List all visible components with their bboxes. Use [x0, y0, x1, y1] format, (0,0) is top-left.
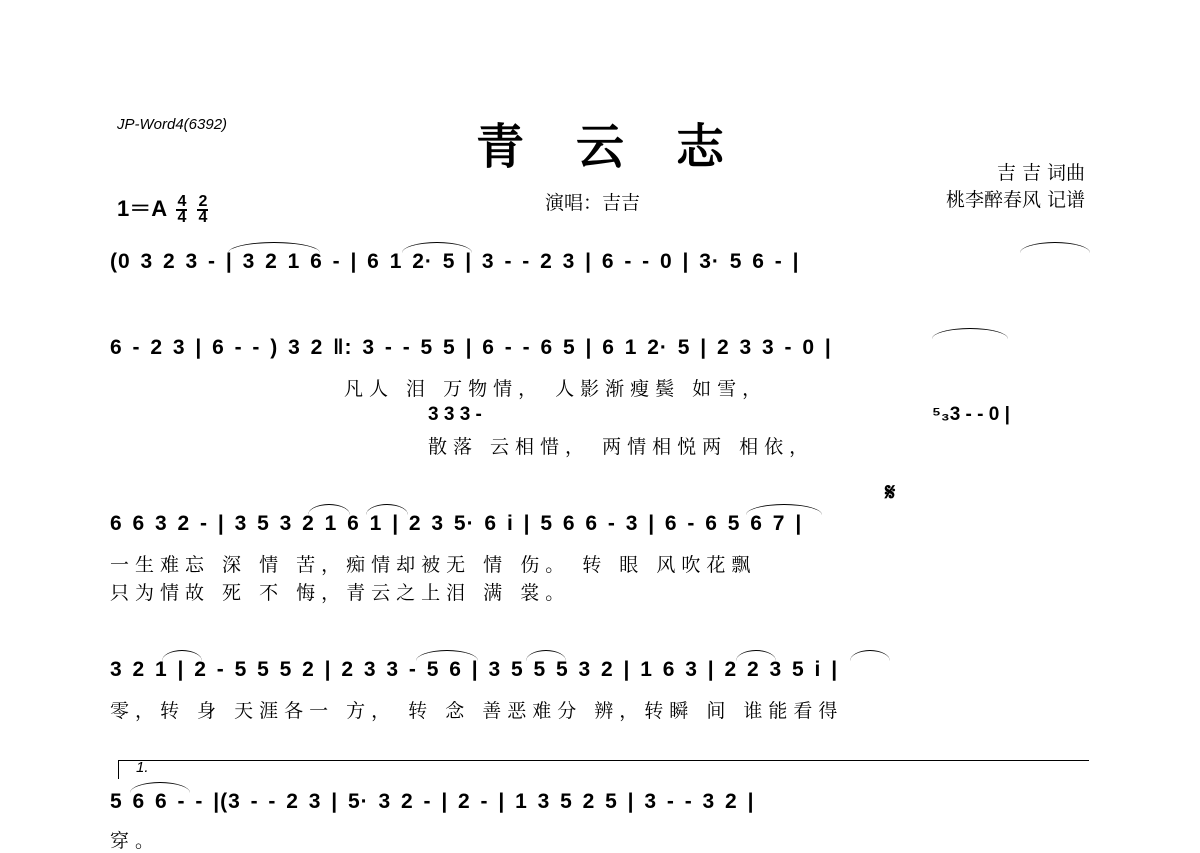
lyrics-verse-1: 零，转 身 天涯各一 方， 转 念 善恶难分 辨，转瞬 间 谁能看得 — [110, 700, 844, 722]
tie-arc — [228, 242, 320, 253]
slur-arc — [366, 504, 408, 515]
lyrics-verse-1: 穿。 — [110, 830, 161, 852]
time1-numerator: 4 — [177, 193, 187, 211]
tie-arc — [130, 782, 190, 793]
notation-line: 6 6 3 2 - | 3 5 3 2 1 6 1 | 2 3 5· 6 i | 5 6 6 - 3 | 6 - 6 5 6 7 | — [110, 512, 803, 535]
slur-arc — [736, 650, 776, 661]
alt-notes-2: ⁵₃3 - - 0 | — [932, 404, 1010, 425]
slur-arc — [850, 650, 890, 661]
time-signature-2 — [197, 195, 208, 225]
composer-credit: 吉 吉 词曲 — [996, 162, 1085, 184]
lyrics-verse-1: 一生难忘 深 情 苦，痴情却被无 情 伤。 转 眼 风吹花飘 — [110, 554, 757, 576]
tie-arc — [416, 650, 478, 661]
time2-numerator: 2 — [198, 193, 208, 211]
alt-notes-1: 3 3 3 - — [428, 404, 482, 425]
segno-sign: 𝄋 — [885, 478, 896, 506]
tie-arc — [746, 504, 822, 515]
lyrics-verse-2: 只为情故 死 不 悔，青云之上泪 满 裳。 — [110, 582, 571, 604]
tie-arc — [932, 328, 1008, 339]
lyrics-verse-2: 散落 云相惜， 两情相悦两 相依， — [428, 436, 815, 458]
song-title: 青云志 — [475, 119, 776, 175]
time1-denominator: 4 — [177, 209, 187, 227]
volta-bracket — [118, 760, 1089, 779]
time2-denominator: 4 — [198, 209, 208, 227]
notation-line: 5 6 6 - - |(3 - - 2 3 | 5· 3 2 - | 2 - | 1 3 5 2 5 | 3 - - 3 2 | — [110, 790, 755, 813]
slur-arc — [308, 504, 350, 515]
notation-line: 6 - 2 3 | 6 - - ) 3 2 ‖: 3 - - 5 5 | 6 - - 6 5 | 6 1 2· 5 | 2 3 3 - 0 | — [110, 336, 832, 359]
tie-arc — [402, 242, 472, 253]
software-watermark: JP-Word4(6392) — [117, 116, 228, 133]
credits — [946, 160, 1085, 214]
singer-credit: 演唱：吉吉 — [545, 192, 641, 214]
transcriber-credit: 桃李醉春风 记谱 — [945, 189, 1085, 211]
key-signature — [117, 192, 208, 225]
notation-line: (0 3 2 3 - | 3 2 1 6 - | 6 1 2· 5 | 3 - - 2 3 | 6 - - 0 | 3· 5 6 - | — [110, 250, 800, 273]
slur-arc — [162, 650, 202, 661]
slur-arc — [526, 650, 566, 661]
lyrics-verse-1: 凡人 泪 万物情， 人影渐瘦鬓 如雪， — [344, 378, 768, 400]
tie-arc — [1020, 242, 1090, 253]
notation-line: 3 2 1 | 2 - 5 5 5 2 | 2 3 3 - 5 6 | 3 5 5 5 3 2 | 1 6 3 | 2 2 3 5 i | — [110, 658, 839, 681]
time-signature-1 — [176, 195, 187, 225]
key-label: 1＝A — [117, 196, 167, 221]
volta-label: 1. — [136, 759, 149, 776]
